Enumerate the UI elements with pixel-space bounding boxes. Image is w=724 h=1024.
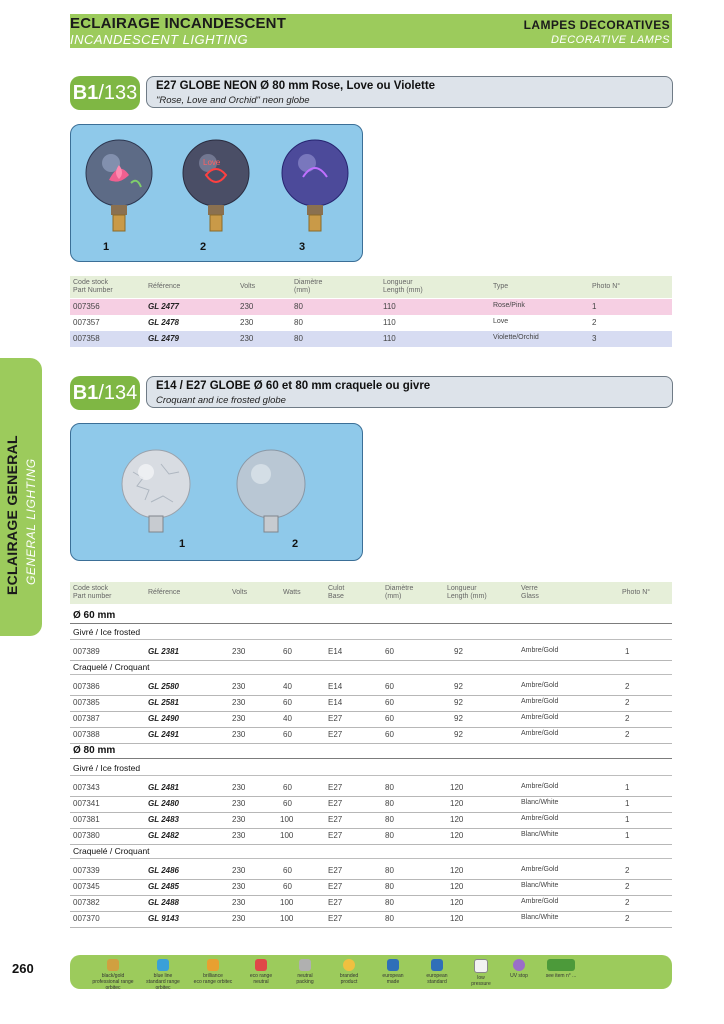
legend-label: low	[477, 975, 485, 981]
col-code	[73, 279, 113, 295]
table-row	[70, 796, 672, 813]
table-row	[70, 911, 672, 928]
section-subtitle: "Rose, Love and Orchid" neon globe	[156, 95, 310, 106]
table-row	[70, 695, 672, 712]
side-tab-title: ECLAIRAGE GENERAL	[4, 435, 20, 595]
branded-product-icon	[343, 959, 355, 971]
cell-volts: 230	[232, 831, 246, 840]
cell-ref: GL 2480	[148, 799, 179, 808]
col-length	[383, 279, 423, 295]
cell-volts: 230	[232, 898, 246, 907]
legend-label: eco range orbitec	[193, 979, 233, 985]
cell-photo: 2	[592, 318, 597, 327]
cell-ref: GL 2488	[148, 898, 179, 907]
cell-type: Violette/Orchid	[493, 334, 539, 341]
cell-watts: 100	[280, 831, 294, 840]
legend-label: european	[382, 973, 404, 979]
col-base-en: Base	[328, 593, 344, 600]
cell-base: E27	[328, 815, 343, 824]
col-glass-en: Glass	[521, 593, 539, 600]
col-length-en: Length (mm)	[447, 593, 487, 600]
neutral-packing-icon	[299, 959, 311, 971]
col-photo: Photo N°	[622, 589, 651, 596]
cell-base: E27	[328, 783, 343, 792]
cell-volts: 230	[232, 698, 246, 707]
cell-volts: 230	[232, 682, 246, 691]
cell-length: 120	[450, 783, 464, 792]
table-row	[70, 299, 672, 315]
cell-watts: 60	[283, 698, 292, 707]
legend-item	[496, 959, 542, 979]
col-glass	[521, 585, 539, 601]
table-row	[70, 331, 672, 347]
cell-ref: GL 2482	[148, 831, 179, 840]
frosted-globes-illustration	[71, 424, 362, 560]
cell-code: 007381	[73, 815, 100, 824]
cell-code: 007382	[73, 898, 100, 907]
cell-watts: 60	[283, 730, 292, 739]
cell-ref: GL 2491	[148, 730, 179, 739]
cell-code: 007343	[73, 783, 100, 792]
cell-code: 007339	[73, 866, 100, 875]
page-number: 260	[12, 961, 34, 976]
cell-code: 007357	[73, 318, 100, 327]
col-code-fr: Code stock	[73, 585, 109, 592]
table-row	[70, 812, 672, 829]
european-made-icon	[387, 959, 399, 971]
cell-volts: 230	[232, 882, 246, 891]
photo-label-2: 2	[200, 241, 207, 253]
group-frosted-80	[70, 762, 672, 776]
cell-volts: 230	[232, 714, 246, 723]
cell-base: E27	[328, 714, 343, 723]
cell-code: 007386	[73, 682, 100, 691]
black-gold-icon	[107, 959, 119, 971]
cell-volts: 230	[232, 914, 246, 923]
col-volts: Volts	[232, 589, 248, 596]
cell-watts: 60	[283, 783, 292, 792]
cell-ref: GL 2481	[148, 783, 179, 792]
section-badge-134	[70, 376, 140, 410]
cell-base: E27	[328, 882, 343, 891]
cell-ref: GL 2479	[148, 334, 179, 343]
section-title: E14 / E27 GLOBE Ø 60 et 80 mm craquele ou givre	[156, 380, 431, 392]
cell-diam: 80	[385, 898, 394, 907]
col-reference: Référence	[148, 589, 181, 596]
table-row	[70, 711, 672, 728]
cell-watts: 60	[283, 866, 292, 875]
cell-length: 120	[450, 898, 464, 907]
section-subtitle: Croquant and ice frosted globe	[156, 395, 286, 406]
photo-label-3: 3	[299, 241, 306, 253]
cell-diam: 60	[385, 647, 394, 656]
cell-photo: 2	[625, 682, 630, 691]
photo-label-1: 1	[179, 538, 186, 550]
legend-label: professional range orbitec	[92, 979, 134, 991]
cell-glass: Blanc/White	[521, 831, 559, 838]
table-row	[70, 679, 672, 696]
group-size-60	[70, 609, 672, 624]
legend-item	[538, 959, 584, 979]
group-size-label: Ø 80 mm	[73, 745, 116, 756]
cell-code: 007380	[73, 831, 100, 840]
col-length-fr: Longueur	[383, 279, 413, 286]
cell-photo: 1	[592, 302, 597, 311]
legend-item	[238, 959, 284, 985]
cell-length: 120	[450, 866, 464, 875]
photo-label-1: 1	[103, 241, 110, 253]
group-size-80	[70, 744, 672, 759]
cell-diam: 60	[385, 730, 394, 739]
cell-watts: 100	[280, 898, 294, 907]
cell-ref: GL 2581	[148, 698, 179, 707]
cell-diam: 60	[385, 698, 394, 707]
table-header	[70, 582, 672, 604]
cell-code: 007358	[73, 334, 100, 343]
cell-volts: 230	[232, 783, 246, 792]
cell-length: 110	[383, 334, 396, 343]
cell-type: Love	[493, 318, 509, 325]
cell-base: E27	[328, 898, 343, 907]
cell-glass: Ambre/Gold	[521, 698, 559, 705]
legend-label: standard	[427, 979, 447, 985]
group-crackle-60	[70, 661, 672, 675]
cell-volts: 230	[240, 318, 254, 327]
legend-label: see item n° ...	[545, 973, 577, 979]
section-badge-133	[70, 76, 140, 110]
cell-photo: 2	[625, 898, 630, 907]
see-item-icon	[547, 959, 575, 971]
cell-base: E27	[328, 799, 343, 808]
header-section-title: LAMPES DECORATIVES	[523, 18, 670, 32]
legend-label: neutral	[253, 979, 269, 985]
cell-length: 92	[454, 714, 463, 723]
cell-diam: 80	[385, 815, 394, 824]
legend-item	[326, 959, 372, 985]
legend-item	[190, 959, 236, 985]
cell-watts: 100	[280, 815, 294, 824]
legend-label: neutral	[297, 973, 313, 979]
cell-glass: Ambre/Gold	[521, 783, 559, 790]
col-diameter-en: (mm)	[385, 593, 402, 600]
cell-length: 110	[383, 318, 396, 327]
table-row	[70, 727, 672, 744]
cell-volts: 230	[232, 799, 246, 808]
cell-ref: GL 2490	[148, 714, 179, 723]
cell-code: 007389	[73, 647, 100, 656]
cell-watts: 60	[283, 882, 292, 891]
cell-code: 007356	[73, 302, 100, 311]
badge-prefix: B1	[72, 82, 99, 104]
col-diameter	[385, 585, 413, 601]
cell-photo: 1	[625, 831, 630, 840]
group-crackle-80	[70, 845, 672, 859]
cell-base: E14	[328, 647, 343, 656]
cell-base: E27	[328, 831, 343, 840]
cell-length: 120	[450, 882, 464, 891]
cell-length: 120	[450, 815, 464, 824]
cell-length: 110	[383, 302, 396, 311]
badge-number: /133	[98, 82, 138, 104]
cell-code: 007370	[73, 914, 100, 923]
cell-diam: 80	[385, 866, 394, 875]
group-sub-label: Givré / Ice frosted	[73, 763, 141, 773]
header-category-title: ECLAIRAGE INCANDESCENT	[70, 15, 287, 32]
col-length	[447, 585, 487, 601]
col-diameter-fr: Diamètre	[294, 279, 323, 286]
col-reference: Référence	[148, 283, 181, 290]
cell-diam: 80	[294, 318, 303, 327]
cell-photo: 1	[625, 815, 630, 824]
cell-diam: 60	[385, 682, 394, 691]
col-length-fr: Longueur	[447, 585, 477, 592]
legend-label: european	[426, 973, 448, 979]
cell-photo: 2	[625, 730, 630, 739]
cell-base: E14	[328, 698, 343, 707]
cell-diam: 80	[385, 882, 394, 891]
product-photo-neon-globes	[70, 124, 363, 262]
cell-watts: 60	[283, 647, 292, 656]
blue-line-icon	[157, 959, 169, 971]
table-row	[70, 895, 672, 912]
cell-photo: 1	[625, 799, 630, 808]
cell-code: 007345	[73, 882, 100, 891]
cell-length: 120	[450, 799, 464, 808]
cell-watts: 40	[283, 682, 292, 691]
cell-diam: 60	[385, 714, 394, 723]
cell-volts: 230	[232, 815, 246, 824]
cell-ref: GL 2485	[148, 882, 179, 891]
legend-label: UV stop	[510, 973, 528, 979]
eco-range-icon	[255, 959, 267, 971]
legend-label: eco range	[249, 973, 273, 979]
cell-volts: 230	[240, 302, 254, 311]
cell-photo: 2	[625, 882, 630, 891]
legend-item	[282, 959, 328, 985]
header-category-subtitle: INCANDESCENT LIGHTING	[70, 32, 249, 47]
cell-ref: GL 2478	[148, 318, 179, 327]
col-base-fr: Culot	[328, 585, 345, 592]
legend-label: black/gold	[101, 973, 125, 979]
cell-code: 007385	[73, 698, 100, 707]
legend-label: blue line	[153, 973, 173, 979]
cell-ref: GL 2381	[148, 647, 179, 656]
col-glass-fr: Verre	[521, 585, 538, 592]
cell-volts: 230	[240, 334, 254, 343]
col-length-en: Length (mm)	[383, 287, 423, 294]
section-title: E27 GLOBE NEON Ø 80 mm Rose, Love ou Violette	[156, 80, 436, 92]
cell-length: 92	[454, 647, 463, 656]
cell-glass: Blanc/White	[521, 882, 559, 889]
table-row	[70, 828, 672, 845]
cell-length: 120	[450, 914, 464, 923]
product-photo-frosted-globes	[70, 423, 363, 561]
table-header	[70, 276, 672, 298]
group-sub-label: Givré / Ice frosted	[73, 627, 141, 637]
cell-diam: 80	[385, 783, 394, 792]
cell-photo: 2	[625, 866, 630, 875]
cell-glass: Ambre/Gold	[521, 682, 559, 689]
cell-watts: 40	[283, 714, 292, 723]
group-sub-label: Craquelé / Croquant	[73, 662, 150, 672]
legend-label: standard range orbitec	[146, 979, 180, 991]
badge-number: /134	[98, 382, 138, 404]
col-code-en: Part Number	[73, 287, 113, 294]
european-standard-icon	[431, 959, 443, 971]
cell-base: E27	[328, 914, 343, 923]
col-type: Type	[493, 283, 509, 290]
cell-code: 007388	[73, 730, 100, 739]
header-section-subtitle: DECORATIVE LAMPS	[550, 34, 670, 46]
cell-ref: GL 2477	[148, 302, 179, 311]
cell-ref: GL 2580	[148, 682, 179, 691]
cell-glass: Ambre/Gold	[521, 730, 559, 737]
cell-diam: 80	[385, 914, 394, 923]
col-code-en: Part number	[73, 593, 112, 600]
col-diameter-fr: Diamètre	[385, 585, 414, 592]
legend-item	[370, 959, 416, 985]
table-row	[70, 863, 672, 880]
low-pressure-icon	[474, 959, 488, 973]
svg-text:Love: Love	[203, 158, 221, 167]
table-row	[70, 879, 672, 896]
cell-glass: Ambre/Gold	[521, 866, 559, 873]
col-base	[328, 585, 344, 601]
cell-photo: 2	[625, 914, 630, 923]
cell-watts: 60	[283, 799, 292, 808]
cell-glass: Ambre/Gold	[521, 815, 559, 822]
cell-diam: 80	[294, 302, 303, 311]
cell-photo: 2	[625, 714, 630, 723]
legend-label: brilliance	[203, 973, 223, 979]
table-row	[70, 315, 672, 331]
cell-code: 007341	[73, 799, 100, 808]
legend-label: packing	[296, 979, 314, 985]
cell-photo: 2	[625, 698, 630, 707]
cell-diam: 80	[385, 799, 394, 808]
cell-diam: 80	[294, 334, 303, 343]
cell-base: E27	[328, 730, 343, 739]
photo-label-2: 2	[292, 538, 299, 550]
col-diameter	[294, 279, 322, 295]
legend-label: made	[386, 979, 400, 985]
cell-glass: Blanc/White	[521, 799, 559, 806]
legend-item	[414, 959, 460, 985]
legend-item	[140, 959, 186, 991]
legend-label: pressure	[471, 981, 491, 987]
col-volts: Volts	[240, 283, 256, 290]
group-size-label: Ø 60 mm	[73, 610, 116, 621]
neon-globes-illustration	[71, 125, 362, 261]
cell-glass: Ambre/Gold	[521, 898, 559, 905]
cell-photo: 1	[625, 647, 630, 656]
col-diameter-en: (mm)	[294, 287, 311, 294]
table-row	[70, 780, 672, 797]
cell-ref: GL 9143	[148, 914, 179, 923]
col-code-fr: Code stock	[73, 279, 109, 286]
cell-photo: 3	[592, 334, 597, 343]
uv-stop-icon	[513, 959, 525, 971]
col-watts: Watts	[283, 589, 301, 596]
cell-diam: 80	[385, 831, 394, 840]
group-sub-label: Craquelé / Croquant	[73, 846, 150, 856]
legend-label: branded	[339, 973, 359, 979]
cell-length: 92	[454, 682, 463, 691]
cell-length: 120	[450, 831, 464, 840]
cell-glass: Ambre/Gold	[521, 647, 559, 654]
table-row	[70, 644, 672, 661]
group-frosted-60	[70, 626, 672, 640]
cell-type: Rose/Pink	[493, 302, 525, 309]
legend-footer	[70, 955, 672, 989]
legend-label: product	[340, 979, 358, 985]
badge-prefix: B1	[72, 382, 99, 404]
cell-photo: 1	[625, 783, 630, 792]
cell-ref: GL 2486	[148, 866, 179, 875]
col-photo: Photo N°	[592, 283, 621, 290]
cell-volts: 230	[232, 866, 246, 875]
side-tab-subtitle: GENERAL LIGHTING	[24, 458, 38, 585]
cell-base: E14	[328, 682, 343, 691]
cell-length: 92	[454, 730, 463, 739]
cell-ref: GL 2483	[148, 815, 179, 824]
cell-length: 92	[454, 698, 463, 707]
cell-glass: Ambre/Gold	[521, 714, 559, 721]
cell-base: E27	[328, 866, 343, 875]
cell-watts: 100	[280, 914, 294, 923]
brilliance-icon	[207, 959, 219, 971]
cell-code: 007387	[73, 714, 100, 723]
col-code	[73, 585, 112, 601]
cell-volts: 230	[232, 647, 246, 656]
cell-volts: 230	[232, 730, 246, 739]
cell-glass: Blanc/White	[521, 914, 559, 921]
legend-item	[90, 959, 136, 991]
